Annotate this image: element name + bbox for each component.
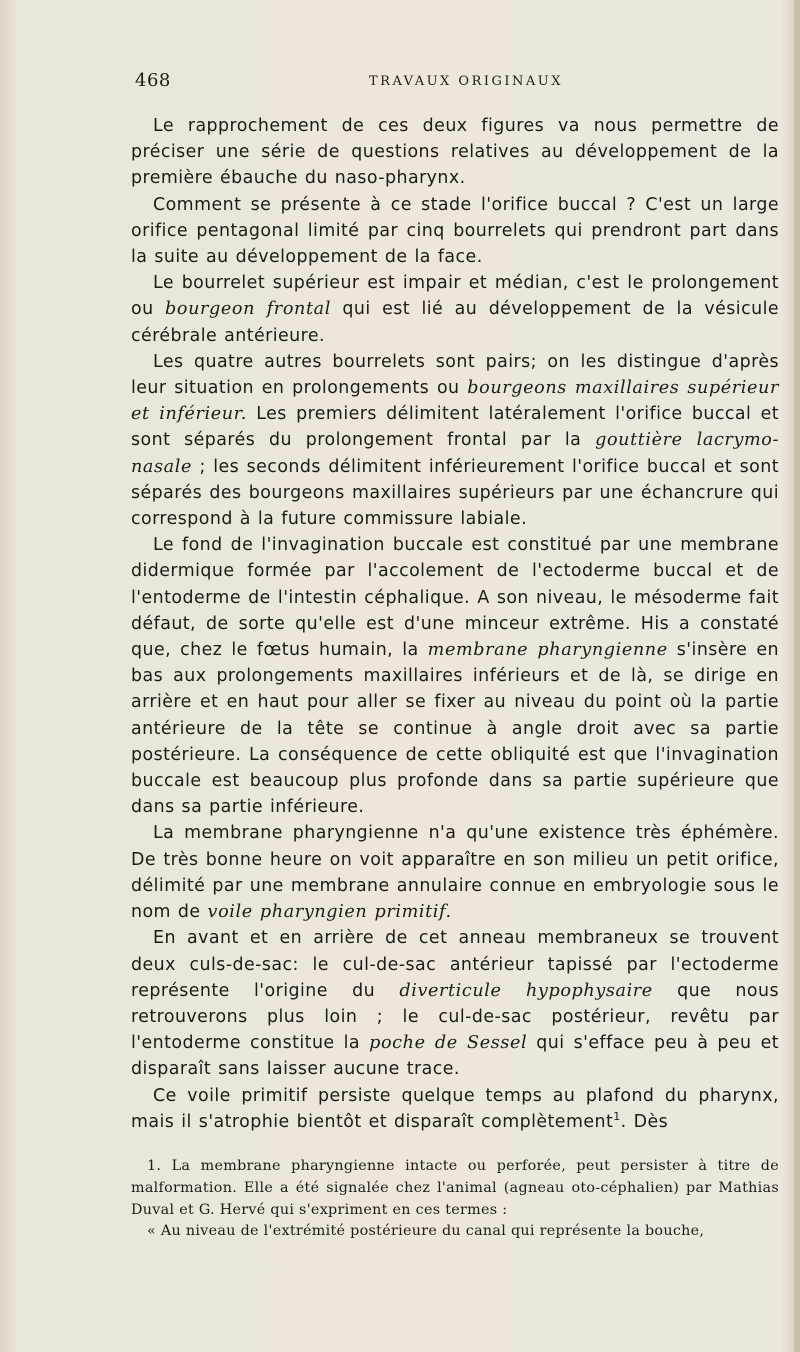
paragraph — [131, 1083, 779, 1135]
text-run: . Dès — [620, 1111, 669, 1132]
running-title: TRAVAUX ORIGINAUX — [368, 74, 563, 89]
footnotes — [131, 1156, 779, 1243]
paragraph — [131, 349, 779, 532]
body-text — [131, 113, 779, 1135]
text-run: Ce voile primitif persiste quelque temps au plafond du pharynx, mais il s'atrophie bientôt et disparaît complètement — [131, 1085, 779, 1132]
footnote: « Au niveau de l'extrémité postérieure du canal qui représente la bouche, — [147, 1223, 705, 1240]
italic-term: gouttière lacrymo-nasale — [131, 430, 780, 477]
paragraph — [131, 820, 779, 925]
paragraph — [131, 192, 779, 271]
text-run: ; les seconds délimitent inférieurement l'orifice buccal et sont séparés des bourgeons maxillaires supérieurs par une échancrure qui correspond à la future commissure labiale. — [131, 456, 779, 530]
text-run: Les quatre autres bourrelets sont pairs; on les distingue d'après leur situation en prolongements ou — [131, 351, 779, 399]
text-run: Le rapprochement de ces deux figures va nous permettre de préciser une série de questions relatives au développement de la première ébauche du naso-pharynx. — [131, 116, 779, 189]
footnote-marker: 1 — [613, 1109, 621, 1123]
italic-term: voile pharyngien primitif. — [207, 902, 452, 923]
paragraph — [131, 113, 779, 192]
text-run: Le bourrelet supérieur est impair et médian, c'est le prolongement ou — [131, 273, 779, 320]
text-run: En avant et en arrière de cet anneau membraneux se trouvent deux culs-de-sac: le cul-de-sac antérieur tapissé par l'ectoderme représente l'origine du — [131, 928, 779, 1001]
text-run: que nous retrouverons plus loin ; le cul-de-sac postérieur, revêtu par l'entoderme constitue la — [131, 980, 779, 1054]
text-run: Le fond de l'invagination buccale est constitué par une membrane didermique formée par l'accolement de l'ectoderme buccal et de l'entoderme de l'intestin céphalique. A son niveau, le mésoderme fait défaut, de sorte qu'elle est d'une minceur extrême. His a constaté que, chez le fœtus humain, la — [131, 535, 779, 661]
page-number: 468 — [135, 70, 171, 91]
italic-term: bourgeon frontal — [165, 299, 331, 320]
footnote: 1. La membrane pharyngienne intacte ou perforée, peut persister à titre de malformation. Elle a été signalée chez l'animal (agneau oto-céphalien) par Mathias Duval et G. Hervé qui s'expriment en ces termes : — [131, 1158, 779, 1218]
text-run: s'insère en bas aux prolongements maxillaires inférieurs et de là, se dirige en arrière et en haut pour aller se fixer au niveau du point où la partie antérieure de la tête se continue à angle droit avec sa partie postérieure. La conséquence de cette obliquité est que l'invagination buccale est beaucoup plus profonde dans sa partie supérieure que dans sa partie inférieure. — [131, 640, 779, 818]
page-header — [131, 70, 761, 94]
text-run: qui est lié au développement de la vésicule cérébrale antérieure. — [131, 299, 779, 346]
italic-term: membrane pharyngienne — [427, 640, 668, 661]
text-run: qui s'efface peu à peu et disparaît sans laisser aucune trace. — [131, 1033, 779, 1080]
italic-term: diverticule hypophysaire — [399, 980, 653, 1001]
paragraph — [131, 532, 779, 820]
paragraph — [131, 270, 779, 349]
italic-term: poche de Sessel — [369, 1033, 528, 1054]
paragraph — [131, 925, 779, 1082]
italic-term: bourgeons maxillaires supérieur et inférieur. — [131, 378, 779, 425]
text-run: Comment se présente à ce stade l'orifice buccal ? C'est un large orifice pentagonal limité par cinq bourrelets qui prendront part dans la suite au développement de la face. — [131, 194, 779, 268]
page-edge — [794, 0, 800, 1352]
text-run: Les premiers délimitent latéralement l'orifice buccal et sont séparés du prolongement frontal par la — [131, 404, 779, 451]
text-run: La membrane pharyngienne n'a qu'une existence très éphémère. De très bonne heure on voit apparaître en son milieu un petit orifice, délimité par une membrane annulaire connue en embryologie sous le nom de — [131, 823, 779, 923]
